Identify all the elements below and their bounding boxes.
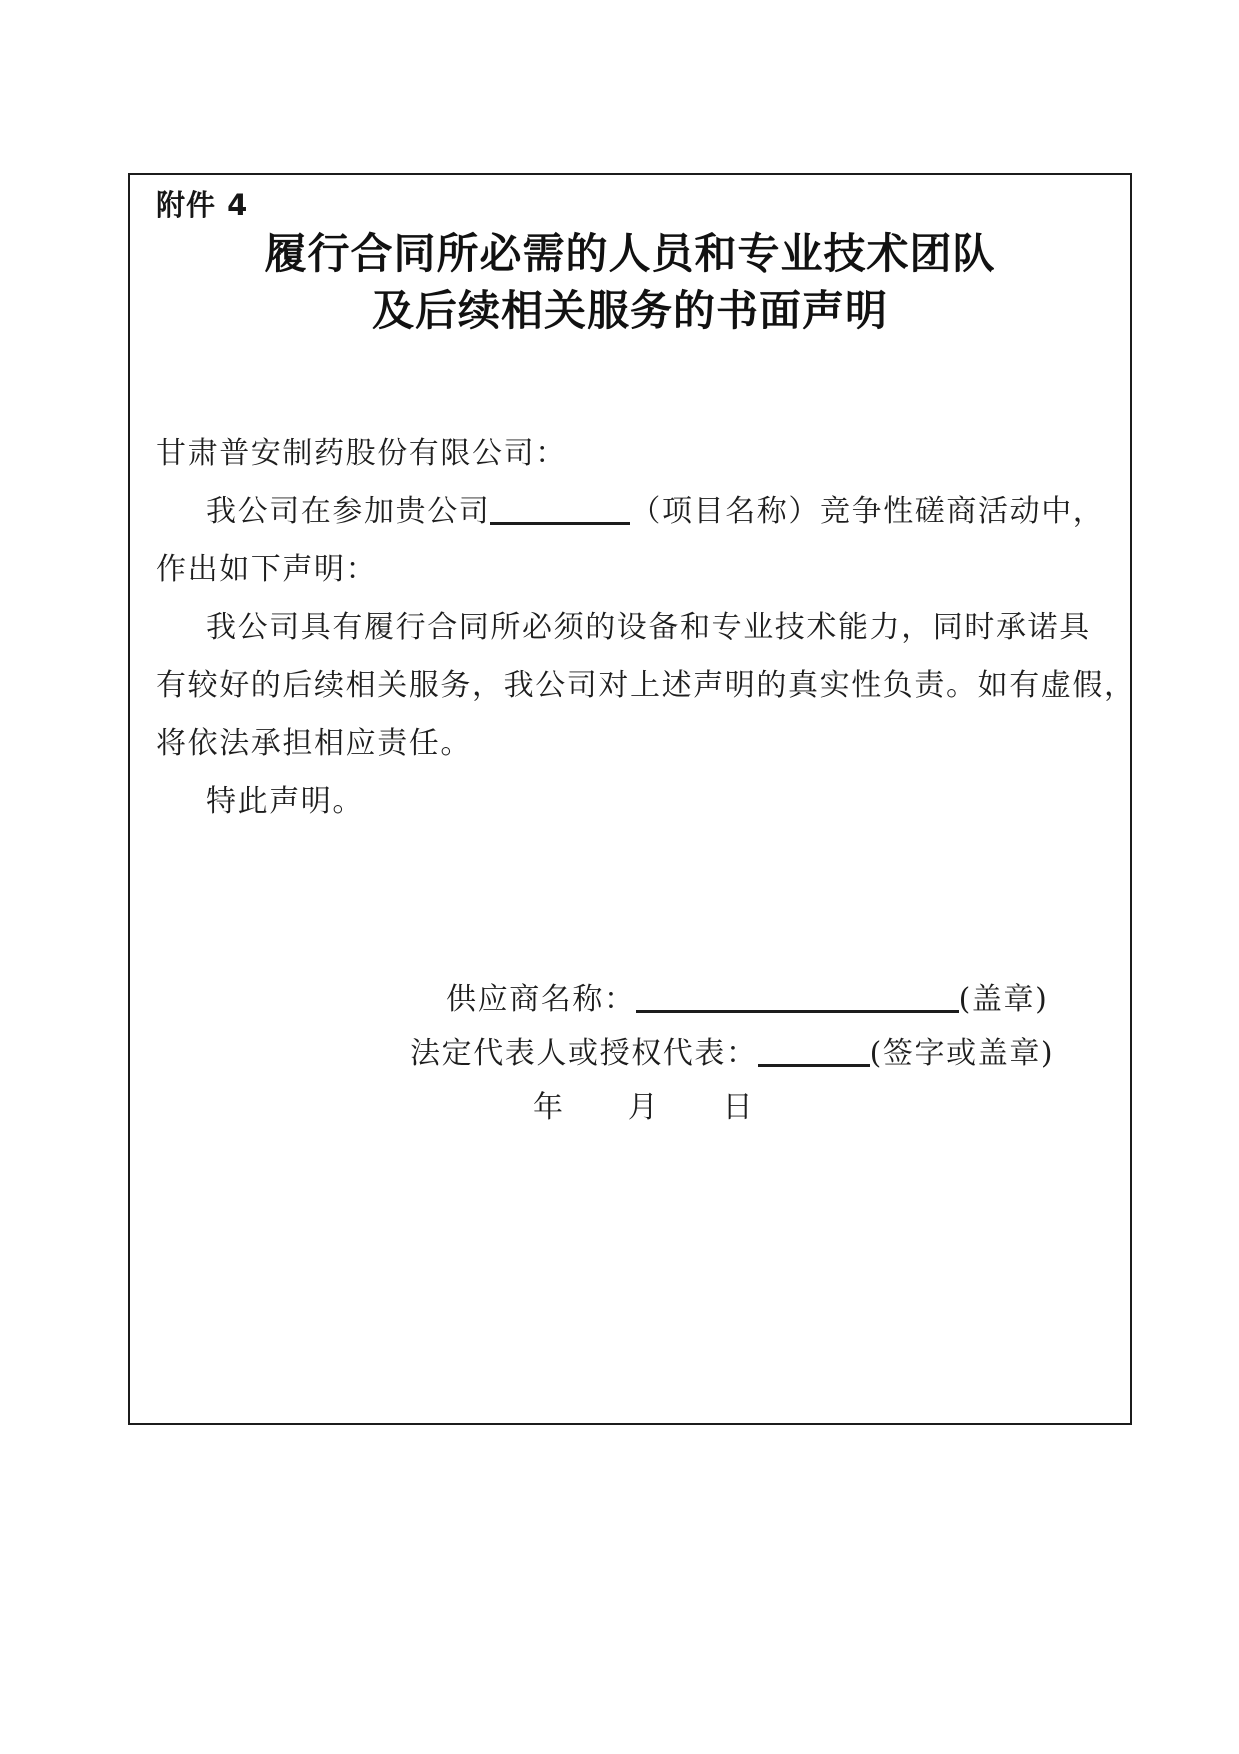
supplier-name-blank-field	[636, 980, 959, 1013]
supplier-name-line	[446, 973, 1104, 1027]
document-title	[156, 225, 1104, 339]
paragraph2-line1: 我公司具有履行合同所必须的设备和专业技术能力，同时承诺具	[206, 610, 1091, 645]
representative-label: 法定代表人或授权代表：	[410, 1036, 758, 1071]
paragraph1-text-before-blank: 我公司在参加贵公司	[206, 494, 491, 529]
document-border-box	[128, 173, 1136, 1425]
closing-statement: 特此声明。	[206, 784, 364, 819]
paragraph1-line1	[156, 483, 1104, 541]
paragraph1-line2: 作出如下声明：	[156, 552, 378, 587]
signature-block	[156, 973, 1104, 1135]
representative-blank-field	[758, 1034, 870, 1067]
supplier-seal-suffix: (盖章)	[958, 982, 1049, 1017]
supplier-name-label: 供应商名称：	[446, 982, 636, 1017]
paragraph2-line3: 将依法承担相应责任。	[156, 726, 472, 761]
document-body	[156, 425, 1136, 831]
document-title-line1: 履行合同所必需的人员和专业技术团队	[264, 229, 996, 278]
date-line: 年 月 日	[533, 1090, 755, 1125]
attachment-label: 附件 4	[156, 188, 249, 222]
representative-line	[410, 1027, 1104, 1081]
paragraph2-line2: 有较好的后续相关服务，我公司对上述声明的真实性负责。如有虚假，	[156, 668, 1136, 703]
document-title-line2: 及后续相关服务的书面声明	[371, 286, 888, 335]
project-name-blank-field	[490, 492, 630, 525]
representative-seal-suffix: (签字或盖章)	[869, 1036, 1055, 1071]
salutation: 甘肃普安制药股份有限公司：	[156, 436, 567, 471]
paragraph1-text-after-blank: （项目名称）竞争性磋商活动中，	[630, 494, 1105, 529]
